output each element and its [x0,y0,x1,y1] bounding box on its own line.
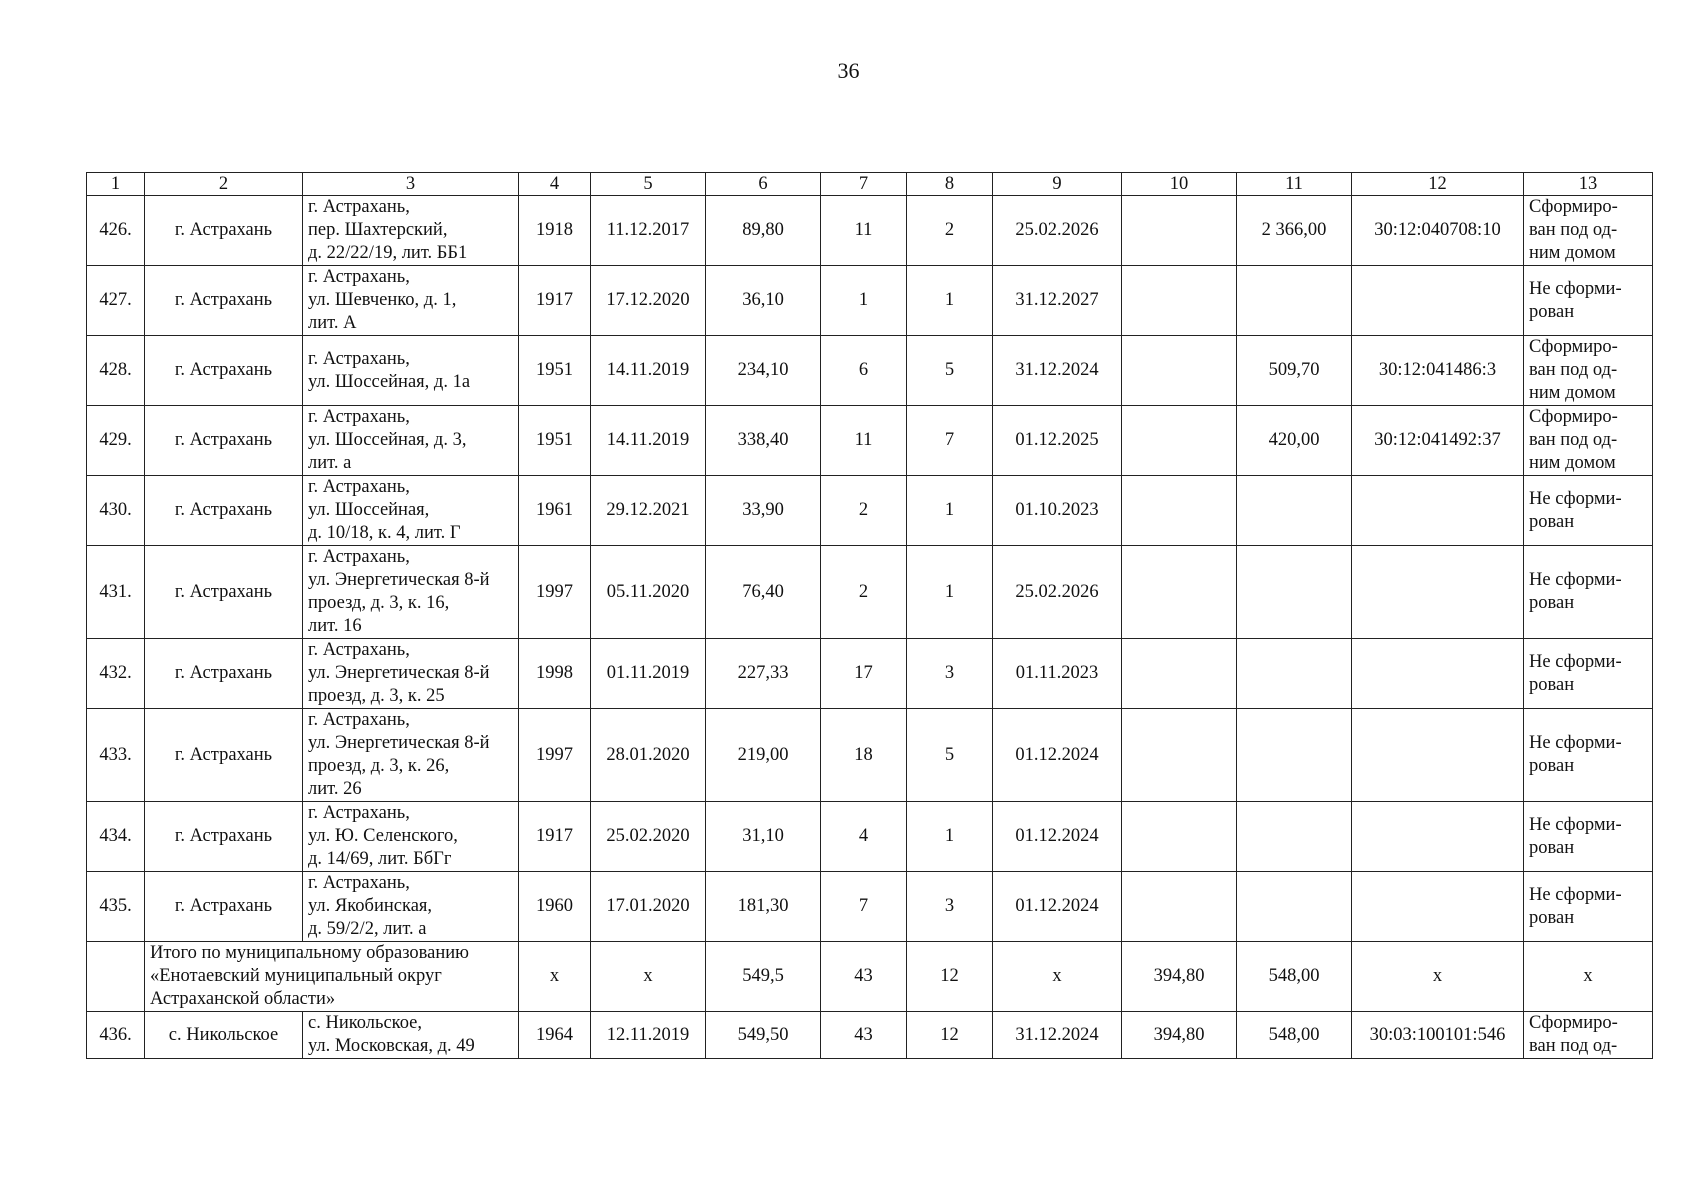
land-status-line: ван под од- [1529,1036,1618,1056]
apartments: 2 [907,196,993,266]
cadastral-number: 30:12:041486:3 [1352,336,1524,406]
land-area [1237,546,1352,639]
address-line: проезд, д. 3, к. 26, [308,756,450,776]
land-area [1237,639,1352,709]
apartments: 1 [907,802,993,872]
address-line: д. 59/2/2, лит. а [308,919,427,939]
address-line: ул. Шевченко, д. 1, [308,290,457,310]
land-status [1524,709,1653,802]
col-10 [1122,802,1237,872]
total-empty [87,942,145,1012]
land-status [1524,196,1653,266]
col-10 [1122,406,1237,476]
municipality: с. Никольское [145,1012,303,1059]
address-line: лит. А [308,313,357,333]
total-c9: х [993,942,1122,1012]
land-area [1237,709,1352,802]
address [303,476,519,546]
address-line: д. 10/18, к. 4, лит. Г [308,523,461,543]
column-number: 13 [1524,173,1653,196]
total-c13: х [1524,942,1653,1012]
recognition-date: 01.11.2019 [591,639,706,709]
year-built: 1997 [519,546,591,639]
address [303,1012,519,1059]
land-status-line: рован [1529,837,1575,858]
residents: 11 [821,406,907,476]
year-built: 1918 [519,196,591,266]
municipality: г. Астрахань [145,266,303,336]
col-10 [1122,266,1237,336]
apartments: 12 [907,1012,993,1059]
resettlement-deadline: 01.10.2023 [993,476,1122,546]
residents: 4 [821,802,907,872]
table-row [87,639,1653,709]
apartments: 5 [907,336,993,406]
municipality: г. Астрахань [145,872,303,942]
table-row [87,336,1653,406]
column-number: 2 [145,173,303,196]
cadastral-number: 30:12:041492:37 [1352,406,1524,476]
residents: 11 [821,196,907,266]
residents: 18 [821,709,907,802]
recognition-date: 17.01.2020 [591,872,706,942]
address [303,546,519,639]
total-c8: 12 [907,942,993,1012]
address-line: г. Астрахань, [308,477,410,497]
resettlement-deadline: 01.12.2024 [993,872,1122,942]
address-line: г. Астрахань, [308,348,410,369]
area: 89,80 [706,196,821,266]
land-area: 509,70 [1237,336,1352,406]
municipality: г. Астрахань [145,709,303,802]
address-line: г. Астрахань, [308,407,410,427]
total-c11: 548,00 [1237,942,1352,1012]
address-line: г. Астрахань, [308,197,410,217]
col-10 [1122,336,1237,406]
municipality: г. Астрахань [145,639,303,709]
land-status [1524,266,1653,336]
cadastral-number [1352,709,1524,802]
year-built: 1964 [519,1012,591,1059]
residents: 2 [821,476,907,546]
apartments: 5 [907,709,993,802]
column-number: 10 [1122,173,1237,196]
address [303,709,519,802]
address-line: г. Астрахань, [308,640,410,660]
address-line: ул. Ю. Селенского, [308,826,458,846]
address-line: с. Никольское, [308,1013,423,1033]
address [303,266,519,336]
address-line: ул. Энергетическая 8-й [308,663,490,683]
address-line: пер. Шахтерский, [308,220,448,240]
apartments: 1 [907,266,993,336]
municipality: г. Астрахань [145,406,303,476]
land-area [1237,476,1352,546]
column-number: 12 [1352,173,1524,196]
apartments: 1 [907,546,993,639]
row-number: 432. [87,639,145,709]
area: 227,33 [706,639,821,709]
area: 36,10 [706,266,821,336]
table-row [87,802,1653,872]
col-10 [1122,196,1237,266]
resettlement-deadline: 01.12.2024 [993,802,1122,872]
area: 219,00 [706,709,821,802]
address [303,406,519,476]
resettlement-deadline: 31.12.2024 [993,1012,1122,1059]
table-row [87,196,1653,266]
row-number: 428. [87,336,145,406]
land-status-line: Не сформи- [1529,884,1622,905]
year-built: 1961 [519,476,591,546]
address-line: проезд, д. 3, к. 25 [308,686,445,706]
column-number: 11 [1237,173,1352,196]
recognition-date: 14.11.2019 [591,336,706,406]
residents: 7 [821,872,907,942]
area: 31,10 [706,802,821,872]
year-built: 1960 [519,872,591,942]
total-c10: 394,80 [1122,942,1237,1012]
address-line: лит. 26 [308,779,362,799]
apartments: 3 [907,639,993,709]
land-status-line: ним домом [1529,383,1616,403]
land-status-line: рован [1529,511,1575,532]
land-status [1524,802,1653,872]
address-line: ул. Шоссейная, д. 3, [308,430,467,450]
land-status-line: Сформиро- [1529,337,1618,357]
land-status [1524,336,1653,406]
row-number: 427. [87,266,145,336]
land-status-line: Не сформи- [1529,651,1622,672]
table-row [87,266,1653,336]
column-number: 4 [519,173,591,196]
address [303,802,519,872]
address [303,872,519,942]
land-area: 2 366,00 [1237,196,1352,266]
municipality: г. Астрахань [145,546,303,639]
land-status-line: Сформиро- [1529,1013,1618,1033]
page-number: 36 [837,58,860,83]
recognition-date: 29.12.2021 [591,476,706,546]
column-number: 9 [993,173,1122,196]
recognition-date: 14.11.2019 [591,406,706,476]
cadastral-number [1352,546,1524,639]
land-status-line: ван под од- [1529,360,1618,380]
land-area [1237,872,1352,942]
col-10: 394,80 [1122,1012,1237,1059]
col-10 [1122,639,1237,709]
residents: 43 [821,1012,907,1059]
col-10 [1122,546,1237,639]
address-line: ул. Энергетическая 8-й [308,733,490,753]
land-status-line: ван под од- [1529,430,1618,450]
land-status-line: ван под од- [1529,220,1618,240]
address-line: ул. Шоссейная, д. 1а [308,371,471,392]
cadastral-number [1352,802,1524,872]
col-10 [1122,476,1237,546]
address-line: лит. а [308,453,352,473]
land-status-line: Не сформи- [1529,488,1622,509]
address-line: г. Астрахань, [308,803,410,823]
area: 33,90 [706,476,821,546]
header-row [87,173,1653,196]
area: 549,50 [706,1012,821,1059]
cadastral-number: 30:12:040708:10 [1352,196,1524,266]
year-built: 1998 [519,639,591,709]
land-status-line: рован [1529,593,1575,613]
year-built: 1917 [519,266,591,336]
address-line: ул. Якобинская, [308,896,433,916]
recognition-date: 17.12.2020 [591,266,706,336]
total-label [145,942,519,1012]
row-number: 435. [87,872,145,942]
municipality: г. Астрахань [145,196,303,266]
area: 338,40 [706,406,821,476]
row-number: 436. [87,1012,145,1059]
address-line: ул. Энергетическая 8-й [308,570,490,590]
recognition-date: 05.11.2020 [591,546,706,639]
cadastral-number [1352,639,1524,709]
land-status-line: рован [1529,907,1575,928]
area: 181,30 [706,872,821,942]
residents: 1 [821,266,907,336]
address-line: г. Астрахань, [308,873,410,893]
address [303,639,519,709]
resettlement-deadline: 01.12.2024 [993,709,1122,802]
land-status-line: ним домом [1529,453,1616,473]
row-number: 426. [87,196,145,266]
land-status-line: рован [1529,756,1575,776]
register-table [86,172,1653,1059]
table-row [87,1012,1653,1059]
col-10 [1122,709,1237,802]
municipality: г. Астрахань [145,802,303,872]
year-built: 1951 [519,406,591,476]
year-built: 1951 [519,336,591,406]
column-number: 1 [87,173,145,196]
land-status [1524,406,1653,476]
row-number: 429. [87,406,145,476]
address-line: д. 22/22/19, лит. ББ1 [308,243,468,263]
column-number: 5 [591,173,706,196]
land-status-line: рован [1529,674,1575,695]
resettlement-deadline: 31.12.2024 [993,336,1122,406]
land-status-line: Не сформи- [1529,278,1622,299]
total-label-line: Итого по муниципальному образованию [150,943,470,963]
cadastral-number [1352,266,1524,336]
land-status [1524,476,1653,546]
residents: 6 [821,336,907,406]
address-line: г. Астрахань, [308,710,410,730]
apartments: 7 [907,406,993,476]
area: 234,10 [706,336,821,406]
recognition-date: 25.02.2020 [591,802,706,872]
residents: 2 [821,546,907,639]
municipality: г. Астрахань [145,476,303,546]
total-c12: х [1352,942,1524,1012]
resettlement-deadline: 31.12.2027 [993,266,1122,336]
land-area [1237,802,1352,872]
year-built: 1997 [519,709,591,802]
resettlement-deadline: 01.12.2025 [993,406,1122,476]
table-row [87,709,1653,802]
land-status [1524,1012,1653,1059]
address-line: ул. Московская, д. 49 [308,1036,475,1056]
row-number: 433. [87,709,145,802]
total-c5: х [591,942,706,1012]
address-line: г. Астрахань, [308,547,410,567]
land-status-line: Не сформи- [1529,814,1622,835]
recognition-date: 28.01.2020 [591,709,706,802]
address-line: д. 14/69, лит. БбГг [308,849,452,869]
total-label-line: Астраханской области» [150,989,336,1009]
cadastral-number [1352,476,1524,546]
table-row [87,406,1653,476]
resettlement-deadline: 25.02.2026 [993,546,1122,639]
address [303,196,519,266]
land-area [1237,266,1352,336]
row-number: 434. [87,802,145,872]
total-c7: 43 [821,942,907,1012]
table-row [87,476,1653,546]
address-line: г. Астрахань, [308,267,410,287]
table-row [87,872,1653,942]
land-status [1524,872,1653,942]
municipality: г. Астрахань [145,336,303,406]
total-row [87,942,1653,1012]
land-status [1524,639,1653,709]
resettlement-deadline: 25.02.2026 [993,196,1122,266]
column-number: 7 [821,173,907,196]
recognition-date: 11.12.2017 [591,196,706,266]
col-10 [1122,872,1237,942]
row-number: 431. [87,546,145,639]
address-line: проезд, д. 3, к. 16, [308,593,450,613]
year-built: 1917 [519,802,591,872]
land-status-line: Не сформи- [1529,570,1622,590]
land-status-line: рован [1529,301,1575,322]
cadastral-number: 30:03:100101:546 [1352,1012,1524,1059]
apartments: 1 [907,476,993,546]
address-line: лит. 16 [308,616,362,636]
land-status-line: Не сформи- [1529,733,1622,753]
total-c4: х [519,942,591,1012]
total-c6: 549,5 [706,942,821,1012]
area: 76,40 [706,546,821,639]
recognition-date: 12.11.2019 [591,1012,706,1059]
column-number: 6 [706,173,821,196]
total-label-line: «Енотаевский муниципальный округ [150,966,442,986]
residents: 17 [821,639,907,709]
resettlement-deadline: 01.11.2023 [993,639,1122,709]
column-number: 3 [303,173,519,196]
land-status [1524,546,1653,639]
row-number: 430. [87,476,145,546]
land-status-line: ним домом [1529,243,1616,263]
address [303,336,519,406]
address-line: ул. Шоссейная, [308,500,430,520]
land-area: 548,00 [1237,1012,1352,1059]
apartments: 3 [907,872,993,942]
column-number: 8 [907,173,993,196]
land-status-line: Сформиро- [1529,407,1618,427]
cadastral-number [1352,872,1524,942]
table-row [87,546,1653,639]
land-status-line: Сформиро- [1529,197,1618,217]
land-area: 420,00 [1237,406,1352,476]
